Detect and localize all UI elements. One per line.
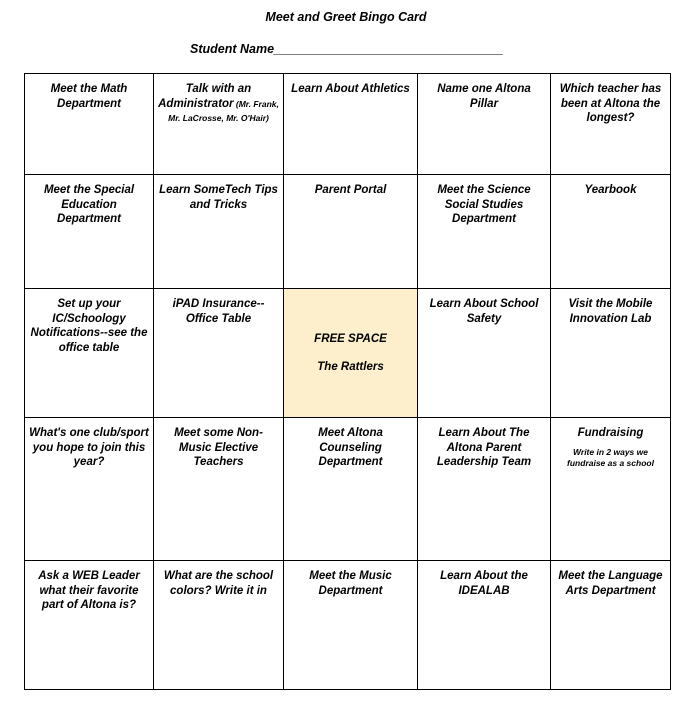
cell-text: Meet Altona Counseling Department [318,427,383,468]
cell-text: Yearbook [584,184,637,196]
cell-text: Learn SomeTech Tips and Tricks [159,184,278,211]
bingo-row-2 [25,175,671,289]
bingo-cell[interactable] [25,175,154,289]
cell-text: Learn About Athletics [291,83,410,95]
bingo-cell[interactable] [284,74,418,175]
cell-text: Meet some Non-Music Elective Teachers [174,427,263,468]
cell-note: Write in 2 ways we fundraise as a school [567,446,654,468]
bingo-cell[interactable] [25,289,154,418]
bingo-cell[interactable] [551,289,671,418]
bingo-cell[interactable] [154,175,284,289]
cell-text: Meet the Music Department [309,570,392,597]
cell-text: Learn About The Altona Parent Leadership Team [436,427,532,468]
bingo-cell[interactable] [284,175,418,289]
bingo-cell[interactable] [418,418,551,561]
bingo-cell[interactable] [154,74,284,175]
page-title: Meet and Greet Bingo Card [265,10,427,24]
bingo-cell[interactable] [551,74,671,175]
bingo-cell[interactable] [25,418,154,561]
cell-text: Meet the Language Arts Department [558,570,663,597]
cell-text: iPAD Insurance--Office Table [172,298,265,325]
cell-text: Talk with an Administrator [158,83,252,110]
student-name-field[interactable]: Student Name_________________________________ [190,42,504,56]
bingo-cell[interactable] [154,418,284,561]
bingo-cell[interactable] [284,561,418,690]
bingo-cell[interactable] [25,561,154,690]
cell-text: Fundraising [577,427,644,439]
cell-text: Which teacher has been at Altona the longest? [559,83,662,124]
free-space-mascot: The Rattlers [317,361,384,373]
bingo-cell[interactable] [418,289,551,418]
bingo-cell[interactable] [154,561,284,690]
cell-text: What are the school colors? Write it in [163,570,274,597]
bingo-cell[interactable] [551,561,671,690]
free-space-cell[interactable] [284,289,418,418]
bingo-cell[interactable] [154,289,284,418]
bingo-row-4 [25,418,671,561]
bingo-grid [24,73,671,690]
bingo-cell[interactable] [418,74,551,175]
bingo-cell[interactable] [551,175,671,289]
bingo-cell[interactable] [418,561,551,690]
cell-text: Meet the Science Social Studies Department [437,184,531,225]
bingo-cell[interactable] [551,418,671,561]
cell-text: Name one Altona Pillar [437,83,531,110]
bingo-cell[interactable] [418,175,551,289]
cell-text: Learn About the IDEALAB [440,570,528,597]
cell-text: Ask a WEB Leader what their favorite part of Altona is? [38,570,140,611]
cell-text: Visit the Mobile Innovation Lab [568,298,653,325]
cell-text: Meet the Math Department [50,83,128,110]
bingo-row-3 [25,289,671,418]
cell-text: Meet the Special Education Department [43,184,135,225]
cell-note: (Mr. Frank, Mr. LaCrosse, Mr. O'Hair) [168,98,279,123]
free-space-label: FREE SPACE [314,332,387,345]
bingo-cell[interactable] [25,74,154,175]
cell-text: Set up your IC/Schoology Notifications--see the office table [30,298,148,354]
bingo-cell[interactable] [284,418,418,561]
cell-text: What's one club/sport you hope to join this year? [29,427,149,468]
bingo-row-1 [25,74,671,175]
cell-text: Learn About School Safety [429,298,539,325]
bingo-row-5 [25,561,671,690]
cell-text: Parent Portal [314,184,387,196]
